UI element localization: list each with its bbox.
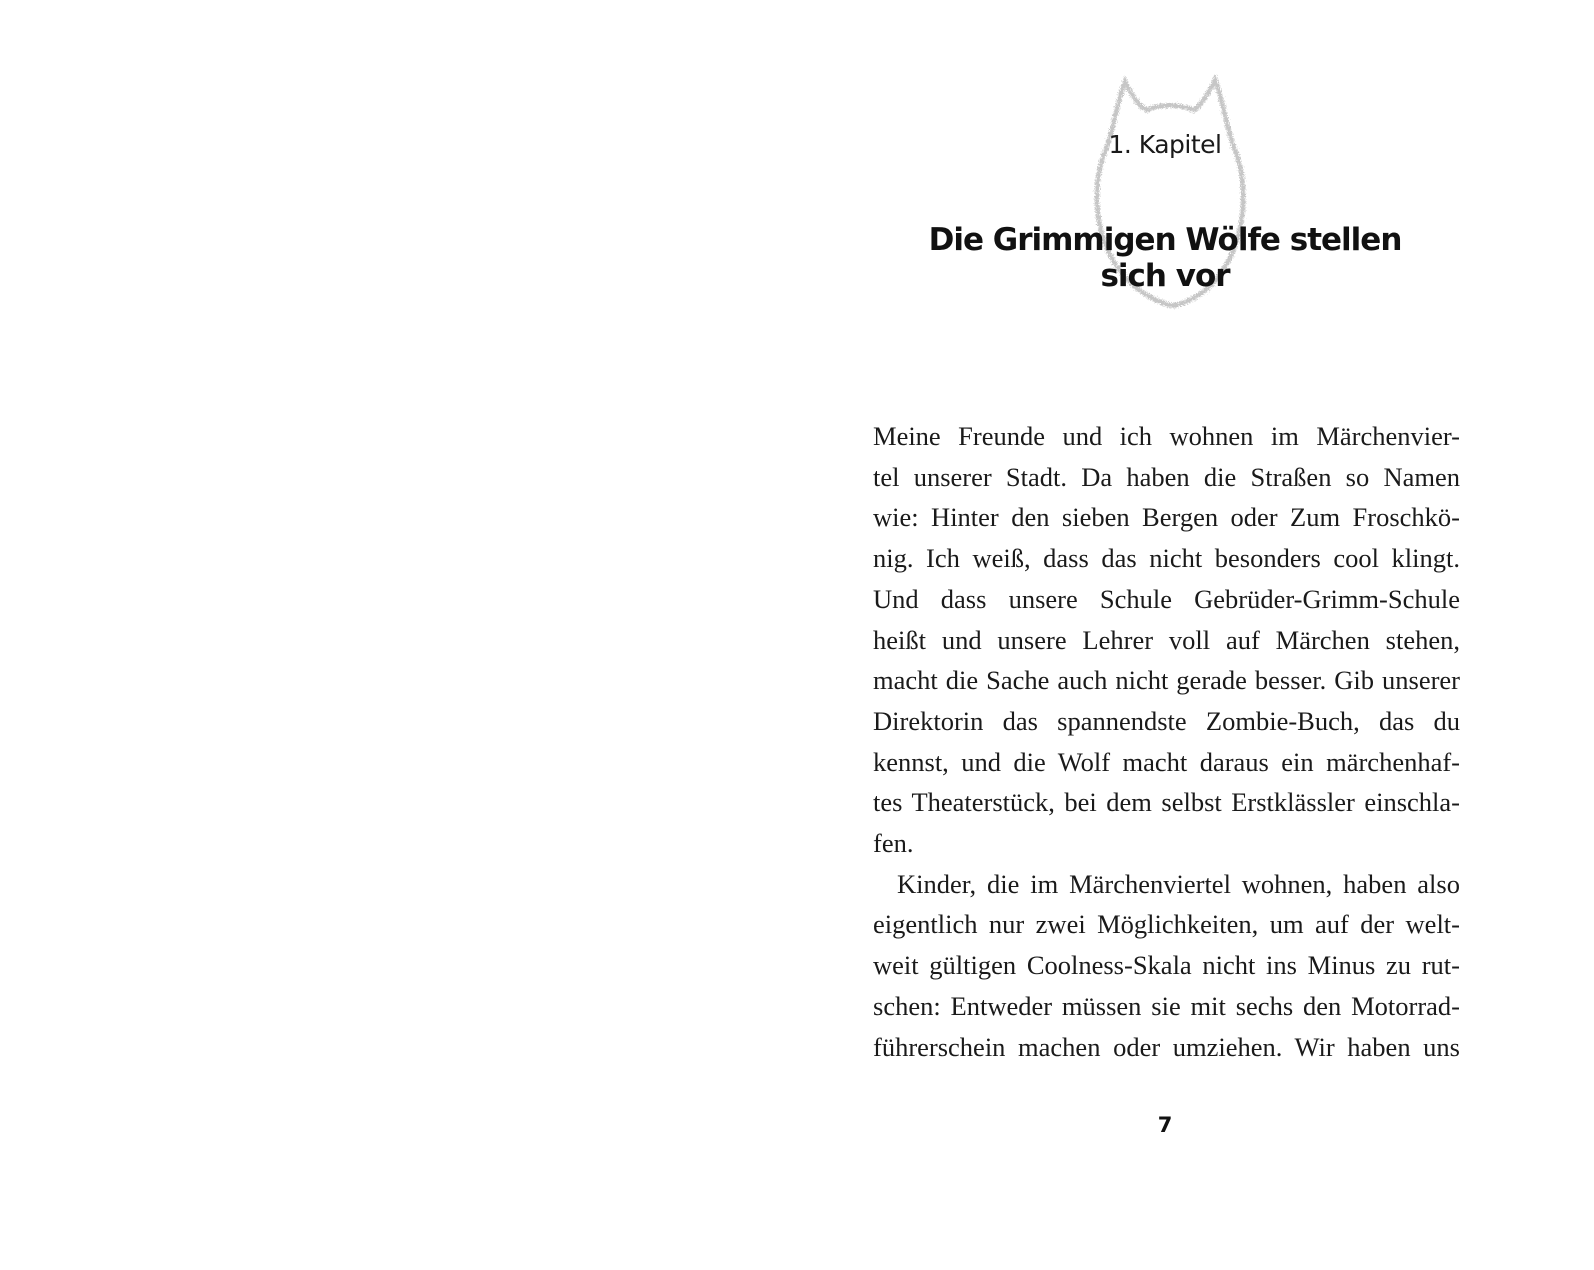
text-line: tel unserer Stadt. Da haben die Straßen so Namen xyxy=(873,461,1460,492)
text-line: führerschein machen oder umziehen. Wir haben uns xyxy=(873,1031,1460,1062)
paragraph-2 xyxy=(873,864,1460,1068)
text-line: tes Theaterstück, bei dem selbst Erstklässler einschla- xyxy=(873,787,1460,818)
text-line: kennst, und die Wolf macht daraus ein märchenhaf- xyxy=(873,746,1460,777)
text-line: schen: Entweder müssen sie mit sechs den Motorrad- xyxy=(873,990,1460,1021)
text-line: eigentlich nur zwei Möglichkeiten, um auf der welt- xyxy=(873,909,1460,940)
text-line: Direktorin das spannendste Zombie-Buch, das du xyxy=(873,705,1460,736)
page-number: 7 xyxy=(1157,1113,1173,1137)
text-line: wie: Hinter den sieben Bergen oder Zum Froschkö- xyxy=(873,502,1460,533)
text-line: nig. Ich weiß, dass das nicht besonders cool klingt. xyxy=(873,543,1460,574)
text-line: macht die Sache auch nicht gerade besser. Gib unserer xyxy=(873,665,1460,696)
body-text xyxy=(873,416,1460,1067)
chapter-label: 1. Kapitel xyxy=(1108,130,1222,159)
paragraph-1 xyxy=(873,416,1460,864)
text-line: weit gültigen Coolness-Skala nicht ins Minus zu rut- xyxy=(873,950,1460,981)
text-line: Und dass unsere Schule Gebrüder-Grimm-Schule xyxy=(873,583,1460,614)
text-line: fen. xyxy=(873,828,914,859)
text-line: heißt und unsere Lehrer voll auf Märchen stehen, xyxy=(873,624,1460,655)
text-line: Meine Freunde und ich wohnen im Märchenvier- xyxy=(873,421,1460,451)
chapter-title: Die Grimmigen Wölfe stellen sich vor xyxy=(928,222,1402,294)
text-line: Kinder, die im Märchenviertel wohnen, haben also xyxy=(897,868,1460,899)
